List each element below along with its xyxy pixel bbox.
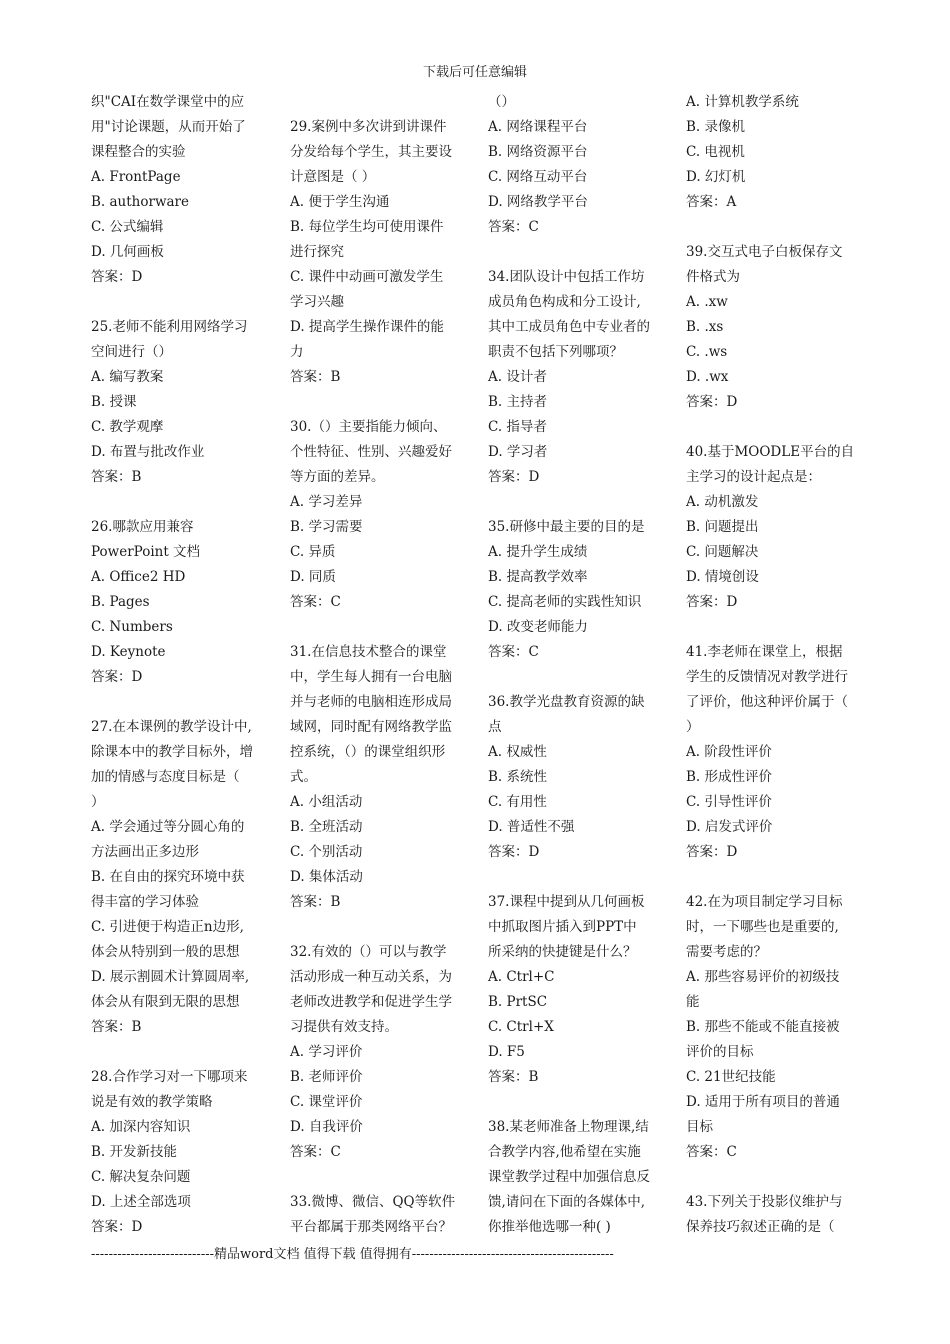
text-line: A. 那些容易评价的初级技 (686, 969, 840, 985)
text-line: 你推举他选哪一种( ) (488, 1219, 611, 1235)
text-line: A. 学习差异 (290, 494, 363, 510)
spacer (290, 615, 470, 640)
text-line: 答案：D (91, 1219, 143, 1235)
text-line: C. 提高老师的实践性知识 (488, 594, 642, 610)
text-line: 力 (290, 344, 304, 360)
text-line: 等方面的差异。 (290, 469, 385, 485)
page-header: 下载后可任意编辑 (422, 65, 527, 80)
page-footer: ----------------------------精品word文档 值得下载 值得拥有---------------------------------------------- (91, 1247, 614, 1262)
text-line: D. 改变老师能力 (488, 619, 588, 635)
text-line: 体会从特别到一般的思想 (91, 944, 240, 960)
text-line: ） (91, 794, 105, 810)
text-line: A. 设计者 (488, 369, 547, 385)
text-line: B. 问题提出 (686, 519, 759, 535)
text-line: D. F5 (488, 1044, 525, 1060)
text-line: 答案：B (488, 1069, 539, 1085)
text-line: 并与老师的电脑相连形成局 (290, 694, 452, 710)
text-line: A. 阶段性评价 (686, 744, 772, 760)
text-line: 点 (488, 719, 502, 735)
text-line: 得丰富的学习体验 (91, 894, 199, 910)
text-line: 25.老师不能利用网络学习 (91, 319, 248, 335)
spacer (91, 690, 271, 715)
text-line: B. authorware (91, 194, 189, 210)
text-line: 课程整合的实验 (91, 144, 186, 160)
spacer (290, 1165, 470, 1190)
text-line: D. 展示割圆术计算圆周率, (91, 969, 250, 985)
text-line: 馈,请问在下面的各媒体中, (488, 1194, 646, 1210)
spacer (488, 665, 668, 690)
text-line: 活动形成一种互动关系，为 (290, 969, 452, 985)
text-line: 计意图是（ ） (290, 169, 376, 185)
text-line: 答案：C (488, 644, 539, 660)
text-line: D. 上述全部选项 (91, 1194, 191, 1210)
text-line: 35.研修中最主要的目的是 (488, 519, 645, 535)
spacer (686, 1165, 866, 1190)
text-line: 能 (686, 994, 700, 1010)
text-column-1 (91, 90, 271, 1240)
text-line: 答案：B (91, 1019, 142, 1035)
text-line: 成员角色构成和分工设计, (488, 294, 641, 310)
text-line: D. 普适性不强 (488, 819, 575, 835)
text-line: 说是有效的教学策略 (91, 1094, 213, 1110)
text-line: C. 教学观摩 (91, 419, 164, 435)
text-line: B. 学习需要 (290, 519, 363, 535)
text-line: C. 问题解决 (686, 544, 759, 560)
text-line: D. 提高学生操作课件的能 (290, 319, 444, 335)
text-line: 答案：D (91, 269, 143, 285)
text-line: 答案：A (686, 194, 737, 210)
text-line: 主学习的设计起点是： (686, 469, 821, 485)
text-line: 式。 (290, 769, 317, 785)
text-line: C. Numbers (91, 619, 173, 635)
text-line: 32.有效的（）可以与教学 (290, 944, 447, 960)
text-line: C. Ctrl+X (488, 1019, 554, 1035)
text-line: 需要考虑的？ (686, 944, 767, 960)
text-line: 答案：D (488, 469, 540, 485)
text-line: 所采纳的快捷键是什么？ (488, 944, 637, 960)
text-line: D. 自我评价 (290, 1119, 363, 1135)
text-line: D. 几何画板 (91, 244, 164, 260)
text-line: 答案：C (290, 594, 341, 610)
spacer (686, 415, 866, 440)
text-line: 26.哪款应用兼容 (91, 519, 194, 535)
text-line: C. 课堂评价 (290, 1094, 363, 1110)
text-line: 控系统，（）的课堂组织形 (290, 744, 446, 760)
text-line: 答案：D (686, 844, 738, 860)
spacer (91, 290, 271, 315)
text-line: D. 适用于所有项目的普通 (686, 1094, 840, 1110)
text-line: D. 网络教学平台 (488, 194, 588, 210)
text-line: 评价的目标 (686, 1044, 754, 1060)
text-line: D. .wx (686, 369, 729, 385)
text-line: 答案：D (686, 594, 738, 610)
text-line: 个性特征、性别、兴趣爱好 (290, 444, 452, 460)
text-line: A. 小组活动 (290, 794, 363, 810)
text-line: 加的情感与态度目标是（ (91, 769, 240, 785)
text-line: A. Office2 HD (91, 569, 186, 585)
text-line: 合教学内容,他希望在实施 (488, 1144, 641, 1160)
text-line: B. 录像机 (686, 119, 746, 135)
text-line: A. 加深内容知识 (91, 1119, 191, 1135)
text-line: 答案：B (290, 369, 341, 385)
text-line: 28.合作学习对一下哪项来 (91, 1069, 248, 1085)
text-line: C. 异质 (290, 544, 336, 560)
spacer (290, 390, 470, 415)
text-line: 分发给每个学生，其主要设 (290, 144, 452, 160)
text-line: 时，一下哪些也是重要的, (686, 919, 839, 935)
text-line: B. 开发新技能 (91, 1144, 178, 1160)
text-line: D. 学习者 (488, 444, 548, 460)
spacer (91, 1040, 271, 1065)
text-line: B. 形成性评价 (686, 769, 773, 785)
text-line: 答案：C (488, 219, 539, 235)
text-line: 27.在本课例的教学设计中, (91, 719, 252, 735)
text-line: C. 电视机 (686, 144, 745, 160)
text-column-4 (686, 90, 866, 1240)
spacer (91, 490, 271, 515)
text-line: A. Ctrl+C (488, 969, 555, 985)
text-line: 职责不包括下列哪项？ (488, 344, 623, 360)
text-line: 中，学生每人拥有一台电脑 (290, 669, 452, 685)
text-line: 答案：B (290, 894, 341, 910)
text-column-2 (290, 90, 470, 1240)
spacer (686, 865, 866, 890)
spacer (686, 215, 866, 240)
text-line: 除课本中的教学目标外，增 (91, 744, 253, 760)
text-line: C. 21世纪技能 (686, 1069, 776, 1085)
text-line: C. 个别活动 (290, 844, 363, 860)
spacer (488, 490, 668, 515)
text-line: 30.（）主要指能力倾向、 (290, 419, 447, 435)
text-line: A. 学会通过等分圆心角的 (91, 819, 245, 835)
text-line: D. 集体活动 (290, 869, 363, 885)
text-line: 37.课程中提到从几何画板 (488, 894, 645, 910)
text-line: 29.案例中多次讲到讲课件 (290, 119, 447, 135)
text-line: 33.微博、微信、QQ等软件 (290, 1194, 456, 1210)
text-line: 42.在为项目制定学习目标 (686, 894, 843, 910)
text-line: A. 学习评价 (290, 1044, 363, 1060)
text-line: B. 授课 (91, 394, 137, 410)
text-line: B. 那些不能或不能直接被 (686, 1019, 840, 1035)
text-line: 进行探究 (290, 244, 344, 260)
text-line: A. 提升学生成绩 (488, 544, 588, 560)
text-line: B. Pages (91, 594, 150, 610)
text-line: B. 系统性 (488, 769, 548, 785)
spacer (686, 615, 866, 640)
text-line: 答案：D (91, 669, 143, 685)
spacer (290, 90, 470, 115)
text-line: C. 有用性 (488, 794, 547, 810)
text-line: 答案：B (91, 469, 142, 485)
text-line: 用"讨论课题，从而开始了 (91, 119, 246, 135)
text-line: B. 提高教学效率 (488, 569, 588, 585)
text-line: D. 同质 (290, 569, 336, 585)
text-line: 39.交互式电子白板保存文 (686, 244, 843, 260)
text-line: B. 网络资源平台 (488, 144, 588, 160)
text-line: C. 公式编辑 (91, 219, 164, 235)
text-line: C. .ws (686, 344, 728, 360)
text-line: C. 网络互动平台 (488, 169, 588, 185)
text-line: D. 布置与批改作业 (91, 444, 205, 460)
text-line: 31.在信息技术整合的课堂 (290, 644, 447, 660)
text-line: 40.基于MOODLE平台的自 (686, 444, 855, 460)
text-line: A. .xw (686, 294, 728, 310)
text-line: 其中工成员角色中专业者的 (488, 319, 650, 335)
text-line: 空间进行（） (91, 344, 172, 360)
text-line: A. FrontPage (91, 169, 181, 185)
text-line: 答案：D (686, 394, 738, 410)
text-line: B. .xs (686, 319, 724, 335)
text-line: C. 指导者 (488, 419, 547, 435)
text-line: 老师改进教学和促进学生学 (290, 994, 452, 1010)
text-line: A. 便于学生沟通 (290, 194, 390, 210)
text-column-3 (488, 90, 668, 1240)
text-line: 体会从有限到无限的思想 (91, 994, 240, 1010)
text-line: 答案：C (290, 1144, 341, 1160)
text-line: 学生的反馈情况对教学进行 (686, 669, 848, 685)
spacer (290, 915, 470, 940)
text-line: A. 权威性 (488, 744, 547, 760)
text-line: D. 情境创设 (686, 569, 759, 585)
text-line: A. 网络课程平台 (488, 119, 588, 135)
text-line: B. 老师评价 (290, 1069, 363, 1085)
text-line: 域网，同时配有网络教学监 (290, 719, 452, 735)
text-line: 方法画出正多边形 (91, 844, 199, 860)
text-line: C. 解决复杂问题 (91, 1169, 191, 1185)
text-line: B. 全班活动 (290, 819, 363, 835)
text-line: D. 启发式评价 (686, 819, 773, 835)
text-line: B. 每位学生均可使用课件 (290, 219, 444, 235)
text-line: 了评价，他这种评价属于（ (686, 694, 848, 710)
text-line: 平台都属于那类网络平台？ (290, 1219, 452, 1235)
text-line: C. 引导性评价 (686, 794, 772, 810)
text-line: C. 课件中动画可激发学生 (290, 269, 444, 285)
text-line: B. PrtSC (488, 994, 548, 1010)
text-line: 习提供有效支持。 (290, 1019, 398, 1035)
text-line: 43.下列关于投影仪维护与 (686, 1194, 843, 1210)
text-line: 保养技巧叙述正确的是（ (686, 1219, 835, 1235)
text-line: 答案：D (488, 844, 540, 860)
text-line: A. 计算机教学系统 (686, 94, 799, 110)
text-line: B. 在自由的探究环境中获 (91, 869, 245, 885)
text-line: PowerPoint 文档 (91, 544, 201, 560)
spacer (488, 1090, 668, 1115)
text-line: 学习兴趣 (290, 294, 344, 310)
text-line: （） (488, 94, 515, 110)
spacer (488, 865, 668, 890)
text-line: 目标 (686, 1119, 713, 1135)
spacer (488, 240, 668, 265)
text-line: 答案：C (686, 1144, 737, 1160)
text-line: B. 主持者 (488, 394, 548, 410)
text-line: 38.某老师准备上物理课,结 (488, 1119, 649, 1135)
text-line: 件格式为 (686, 269, 740, 285)
text-line: 41.李老师在课堂上，根据 (686, 644, 843, 660)
text-line: D. 幻灯机 (686, 169, 746, 185)
text-line: 织"CAI在数学课堂中的应 (91, 94, 245, 110)
text-line: 课堂教学过程中加强信息反 (488, 1169, 650, 1185)
text-line: C. 引进便于构造正n边形, (91, 919, 244, 935)
text-line: 中抓取图片插入到PPT中 (488, 919, 637, 935)
text-line: 36.教学光盘教育资源的缺 (488, 694, 645, 710)
text-line: 34.团队设计中包括工作坊 (488, 269, 645, 285)
text-line: A. 编写教案 (91, 369, 164, 385)
text-line: A. 动机激发 (686, 494, 759, 510)
text-line: ） (686, 719, 700, 735)
text-line: D. Keynote (91, 644, 166, 660)
